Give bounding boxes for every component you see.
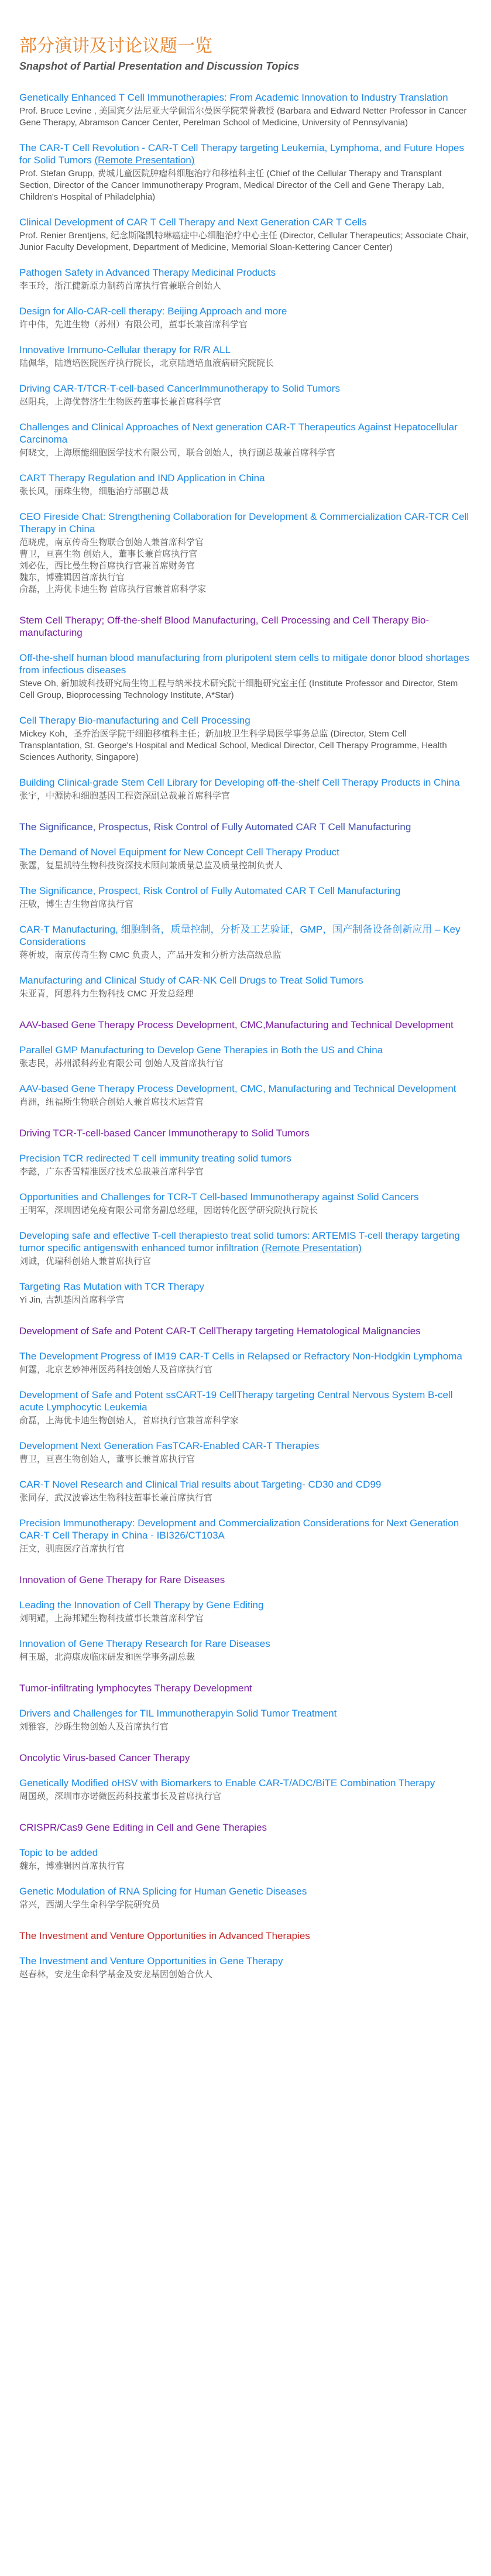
talk-title-text: CAR-T Novel Research and Clinical Trial results about Targeting- CD30 and CD99 — [19, 1479, 382, 1490]
talk-title-link[interactable] — [19, 1350, 470, 1362]
talk-title-link[interactable] — [19, 974, 470, 986]
talk-title-link[interactable] — [19, 1478, 470, 1491]
talk-title-link[interactable] — [19, 421, 470, 446]
talk-title-link[interactable] — [19, 1517, 470, 1542]
talk-title-link[interactable] — [19, 1777, 470, 1789]
talk-title-text: The Demand of Novel Equipment for New Concept Cell Therapy Product — [19, 847, 339, 858]
talk-item — [19, 344, 470, 369]
talk-item — [19, 652, 470, 701]
talk-title-text: Off-the-shelf human blood manufacturing from pluripotent stem cells to mitigate donor blood shortages from infectious diseases — [19, 652, 469, 676]
talk-title-text: Drivers and Challenges for TIL Immunotherapyin Solid Tumor Treatment — [19, 1708, 337, 1719]
talk-item — [19, 1478, 470, 1504]
talk-title-text: CART Therapy Regulation and IND Application in China — [19, 472, 265, 484]
talk-title-text: Developing safe and effective T-cell therapiesto treat solid tumors: ARTEMIS T-cell therapy targeting tumor specific antigenswith enhanced tumor infiltration — [19, 1230, 460, 1253]
talk-speaker: 范晓虎，南京传奇生物联合创始人兼首席科学官 曹卫，亘喜生物 创始人，董事长兼首席执行官 刘必佐，西比曼生物首席执行官兼首席财务官 魏东，博雅辑因首席执行官 俞磊，上海优卡迪生物 首席执行官兼首席科学家 — [19, 537, 207, 594]
talk-speaker: 张长风，丽珠生物，细胞治疗部副总裁 — [19, 487, 169, 496]
talk-item — [19, 1847, 470, 1872]
talk-title-text: CEO Fireside Chat: Strengthening Collaboration for Development & Commercialization CAR-TCR Cell Therapy in China — [19, 511, 469, 535]
talk-item — [19, 1517, 470, 1555]
talk-title-text: Genetically Enhanced T Cell Immunotherapies: From Academic Innovation to Industry Translation — [19, 92, 448, 103]
talk-item — [19, 1152, 470, 1178]
talk-title-link[interactable] — [19, 923, 470, 948]
talk-title-text: Building Clinical-grade Stem Cell Library for Developing off-the-shelf Cell Therapy Products in China — [19, 777, 460, 788]
talk-speaker: 何霆，北京艺妙神州医药科技创始人及首席执行官 — [19, 1365, 213, 1375]
talk-item — [19, 1044, 470, 1070]
remote-presentation-tag[interactable]: (Remote Presentation) — [94, 155, 195, 166]
talk-title-link[interactable] — [19, 1083, 470, 1095]
talk-title-text: Manufacturing and Clinical Study of CAR-NK Cell Drugs to Treat Solid Tumors — [19, 975, 363, 986]
talk-item — [19, 91, 470, 129]
talk-speaker: 许中伟，先进生物（苏州）有限公司，董事长兼首席科学官 — [19, 320, 248, 330]
talk-title-text: AAV-based Gene Therapy Process Development, CMC, Manufacturing and Technical Development — [19, 1083, 456, 1094]
talk-item — [19, 1229, 470, 1268]
page-title-en: Snapshot of Partial Presentation and Discussion Topics — [19, 60, 300, 72]
talk-title-text: The Significance, Prospect, Risk Control of Fully Automated CAR T Cell Manufacturing — [19, 885, 401, 896]
talk-speaker: 常兴，西湖大学生命科学学院研究员 — [19, 1900, 160, 1910]
talk-speaker: Mickey Koh，圣乔治医学院干细胞移植科主任；新加坡卫生科学局医学事务总监 (Director, Stem Cell Transplantation, St. George's Hospital and Medical School, Medical Director, Cell Therapy Programme, Health Sciences Authority, Singapore) — [19, 729, 447, 762]
talk-title-link[interactable] — [19, 1280, 470, 1293]
talk-item — [19, 1885, 470, 1911]
talk-speaker: 曹卫，亘喜生物创始人，董事长兼首席执行官 — [19, 1454, 195, 1464]
talk-speaker: Prof. Renier Brentjens, 纪念斯隆凯特琳癌症中心细胞治疗中心主任 (Director, Cellular Therapeutics; Associate Chair, Junior Faculty Development, Department of Medicine, Memorial Sloan-Kettering Cancer Center) — [19, 231, 469, 252]
section-heading: Tumor-infiltrating lymphocytes Therapy Development — [19, 1683, 252, 1694]
talk-title-link[interactable] — [19, 142, 470, 166]
talk-item — [19, 1707, 470, 1733]
talk-title-text: Challenges and Clinical Approaches of Next generation CAR-T Therapeutics Against Hepatocellular Carcinoma — [19, 422, 458, 445]
talk-title-text: Precision TCR redirected T cell immunity treating solid tumors — [19, 1153, 291, 1164]
talk-speaker: 陆佩华，陆道培医院医疗执行院长，北京陆道培血液病研究院院长 — [19, 358, 274, 368]
talk-item — [19, 885, 470, 910]
talk-item — [19, 1955, 470, 1981]
talk-title-link[interactable] — [19, 885, 470, 897]
section-heading: The Significance, Prospectus, Risk Control of Fully Automated CAR T Cell Manufacturing — [19, 821, 411, 833]
page-title-cn: 部分演讲及讨论议题一览 — [19, 36, 212, 56]
talk-title-link[interactable] — [19, 1044, 470, 1056]
talk-title-link[interactable] — [19, 511, 470, 535]
section-heading: The Investment and Venture Opportunities in Advanced Therapies — [19, 1930, 310, 1941]
talk-title-link[interactable] — [19, 1152, 470, 1164]
talk-speaker: 王明军，深圳因诺免疫有限公司常务副总经理，因诺转化医学研究院执行院长 — [19, 1205, 318, 1215]
talk-title-link[interactable] — [19, 305, 470, 317]
talk-item — [19, 1599, 470, 1625]
talk-speaker: Prof. Stefan Grupp, 费城儿童医院肿瘤科细胞治疗和移植科主任 (Chief of the Cellular Therapy and Transplant Section, Director of the Cancer Immunotherapy Program, Medical Director of the Cell and Gene Therapy Lab, Children's Hospital of Philadelphia) — [19, 169, 444, 202]
talk-item — [19, 846, 470, 872]
talk-title-text: The Development Progress of IM19 CAR-T Cells in Relapsed or Refractory Non-Hodgkin Lymphoma — [19, 1351, 462, 1362]
talk-title-link[interactable] — [19, 1885, 470, 1897]
talk-title-link[interactable] — [19, 91, 470, 104]
talk-speaker: 赵阳兵，上海优替济生生物医药董事长兼首席科学官 — [19, 397, 222, 407]
talk-title-text: Innovation of Gene Therapy Research for Rare Diseases — [19, 1638, 270, 1649]
talk-speaker: 肖洲，纽福斯生物联合创始人兼首席技术运营官 — [19, 1097, 204, 1107]
talk-title-text: Opportunities and Challenges for TCR-T Cell-based Immunotherapy against Solid Cancers — [19, 1191, 419, 1203]
talk-speaker: 汪文，驯鹿医疗首席执行官 — [19, 1544, 125, 1554]
talk-title-text: Genetically Modified oHSV with Biomarkers to Enable CAR-T/ADC/BiTE Combination Therapy — [19, 1777, 435, 1789]
section-heading: Stem Cell Therapy; Off-the-shelf Blood Manufacturing, Cell Processing and Cell Therapy Bio-manufacturing — [19, 615, 430, 638]
talk-title-text: Leading the Innovation of Cell Therapy by Gene Editing — [19, 1599, 264, 1611]
talk-item — [19, 1638, 470, 1663]
talk-item — [19, 1389, 470, 1427]
talk-speaker: Yi Jin, 吉凯基因首席科学官 — [19, 1295, 125, 1305]
talk-title-link[interactable] — [19, 776, 470, 789]
talk-item — [19, 923, 470, 961]
talk-title-link[interactable] — [19, 1389, 470, 1413]
talk-title-text: Parallel GMP Manufacturing to Develop Gene Therapies in Both the US and China — [19, 1044, 383, 1056]
talk-speaker: 张宇，中源协和细胞基因工程资深副总裁兼首席科学官 — [19, 791, 231, 801]
talk-item — [19, 472, 470, 498]
talk-speaker: 蒋析坡，南京传奇生物 CMC 负责人，产品开发和分析方法高级总监 — [19, 950, 281, 960]
talk-item — [19, 266, 470, 292]
talk-speaker: 李懿，广东香雪精准医疗技术总裁兼首席科学官 — [19, 1167, 204, 1177]
talk-item — [19, 1191, 470, 1217]
topic-list — [19, 91, 491, 1981]
talk-item — [19, 511, 470, 595]
talk-title-link[interactable] — [19, 382, 470, 395]
talk-item — [19, 776, 470, 802]
talk-title-text: Targeting Ras Mutation with TCR Therapy — [19, 1281, 204, 1292]
talk-speaker: 俞磊，上海优卡迪生物创始人，首席执行官兼首席科学家 — [19, 1416, 239, 1426]
talk-title-text: Design for Allo-CAR-cell therapy: Beijing Approach and more — [19, 306, 287, 317]
talk-speaker: 何晓文，上海原能细胞医学技术有限公司，联合创始人，执行副总裁兼首席科学官 — [19, 448, 336, 458]
talk-title-text: Genetic Modulation of RNA Splicing for Human Genetic Diseases — [19, 1886, 307, 1897]
talk-title-text: The CAR-T Cell Revolution - CAR-T Cell Therapy targeting Leukemia, Lymphoma, and Future Hopes for Solid Tumors — [19, 142, 464, 166]
talk-title-link[interactable] — [19, 1847, 470, 1859]
talk-item — [19, 142, 470, 203]
talk-title-link[interactable] — [19, 1955, 470, 1967]
talk-item — [19, 974, 470, 1000]
talk-title-text: Development of Safe and Potent ssCART-19 CellTherapy targeting Central Nervous System B-cell acute Lymphocytic Leukemia — [19, 1389, 453, 1413]
talk-title-text: Development Next Generation FasTCAR-Enabled CAR-T Therapies — [19, 1440, 320, 1451]
talk-speaker: 周国瑛，深圳市亦诺微医药科技董事长及首席执行官 — [19, 1791, 222, 1801]
talk-speaker: 赵春林，安龙生命科学基金及安龙基因创始合伙人 — [19, 1969, 213, 1979]
talk-item — [19, 305, 470, 331]
talk-speaker: 柯玉璐，北海康成临床研发和医学事务副总裁 — [19, 1652, 195, 1662]
talk-title-text: Driving CAR-T/TCR-T-cell-based CancerImmunotherapy to Solid Tumors — [19, 383, 340, 394]
talk-speaker: 刘诚，优瑞科创始人兼首席执行官 — [19, 1256, 152, 1266]
talk-title-link[interactable] — [19, 846, 470, 858]
talk-title-link[interactable] — [19, 714, 470, 727]
talk-title-link[interactable] — [19, 1638, 470, 1650]
talk-title-link[interactable] — [19, 1599, 470, 1611]
talk-speaker: 汪敏，博生吉生物首席执行官 — [19, 899, 134, 909]
section-heading: CRISPR/Cas9 Gene Editing in Cell and Gene Therapies — [19, 1822, 267, 1833]
talk-speaker: Steve Oh, 新加坡科技研究局生物工程与纳米技术研究院干细胞研究室主任 (Institute Professor and Director, Stem Cell Group, Bioprocessing Technology Institute, A*Star) — [19, 679, 458, 700]
talk-title-text: Clinical Development of CAR T Cell Therapy and Next Generation CAR T Cells — [19, 217, 367, 228]
talk-item — [19, 1280, 470, 1306]
talk-speaker: 张同存，武汉波睿达生物科技董事长兼首席执行官 — [19, 1493, 213, 1503]
talk-title-text: Precision Immunotherapy: Development and Commercialization Considerations for Next Generation CAR-T Cell Therapy in China - IBI326/CT103A — [19, 1517, 459, 1541]
talk-speaker: 刘明耀，上海邦耀生物科技董事长兼首席科学官 — [19, 1614, 204, 1623]
section-heading: Driving TCR-T-cell-based Cancer Immunotherapy to Solid Tumors — [19, 1128, 310, 1139]
section-heading: Innovation of Gene Therapy for Rare Diseases — [19, 1574, 225, 1585]
talk-item — [19, 1777, 470, 1803]
talk-title-link[interactable] — [19, 1191, 470, 1203]
talk-title-text: CAR-T Manufacturing, 细胞制备，质量控制，分析及工艺验证，GMP，国产制备设备创新应用 – Key Considerations — [19, 924, 461, 947]
talk-title-link[interactable] — [19, 1707, 470, 1719]
talk-item — [19, 1440, 470, 1465]
talk-speaker: 李玉玲，浙江健新原力制药首席执行官兼联合创始人 — [19, 281, 222, 291]
talk-title-text: The Investment and Venture Opportunities in Gene Therapy — [19, 1955, 283, 1967]
talk-item — [19, 216, 470, 254]
remote-presentation-tag[interactable]: (Remote Presentation) — [261, 1242, 362, 1253]
talk-item — [19, 421, 470, 459]
talk-title-text: Cell Therapy Bio-manufacturing and Cell Processing — [19, 715, 250, 726]
talk-title-text: Pathogen Safety in Advanced Therapy Medicinal Products — [19, 267, 276, 278]
talk-title-link[interactable] — [19, 1440, 470, 1452]
talk-item — [19, 1350, 470, 1376]
talk-speaker: 朱亚青，阿思科力生物科技 CMC 开发总经理 — [19, 989, 194, 999]
talk-item — [19, 1083, 470, 1108]
talk-item — [19, 714, 470, 763]
talk-title-link[interactable] — [19, 266, 470, 279]
talk-title-text: Topic to be added — [19, 1847, 98, 1858]
talk-speaker: 刘雅容，沙砾生物创始人及首席执行官 — [19, 1722, 169, 1732]
talk-item — [19, 382, 470, 408]
talk-speaker: 张霆，复星凯特生物科技资深技术顾问兼质量总监及质量控制负责人 — [19, 861, 283, 871]
talk-speaker: 张志民，苏州派科药业有限公司 创始人及首席执行官 — [19, 1059, 224, 1068]
talk-title-link[interactable] — [19, 216, 470, 228]
talk-speaker: 魏东，博雅辑因首席执行官 — [19, 1861, 125, 1871]
talk-title-link[interactable] — [19, 344, 470, 356]
talk-title-link[interactable] — [19, 472, 470, 484]
section-heading: Oncolytic Virus-based Cancer Therapy — [19, 1752, 190, 1763]
talk-title-link[interactable] — [19, 1229, 470, 1254]
page-header — [19, 35, 491, 74]
section-heading: Development of Safe and Potent CAR-T CellTherapy targeting Hematological Malignancies — [19, 1325, 421, 1337]
talk-speaker: Prof. Bruce Levine , 美国宾夕法尼亚大学佩雷尔曼医学院荣誉教授 (Barbara and Edward Netter Professor in Cancer Gene Therapy, Abramson Cancer Center, Perelman School of Medicine, University of Pennsylvania) — [19, 106, 467, 128]
talk-title-link[interactable] — [19, 652, 470, 676]
section-heading: AAV-based Gene Therapy Process Development, CMC,Manufacturing and Technical Development — [19, 1019, 454, 1030]
talk-title-text: Innovative Immuno-Cellular therapy for R/R ALL — [19, 344, 231, 355]
